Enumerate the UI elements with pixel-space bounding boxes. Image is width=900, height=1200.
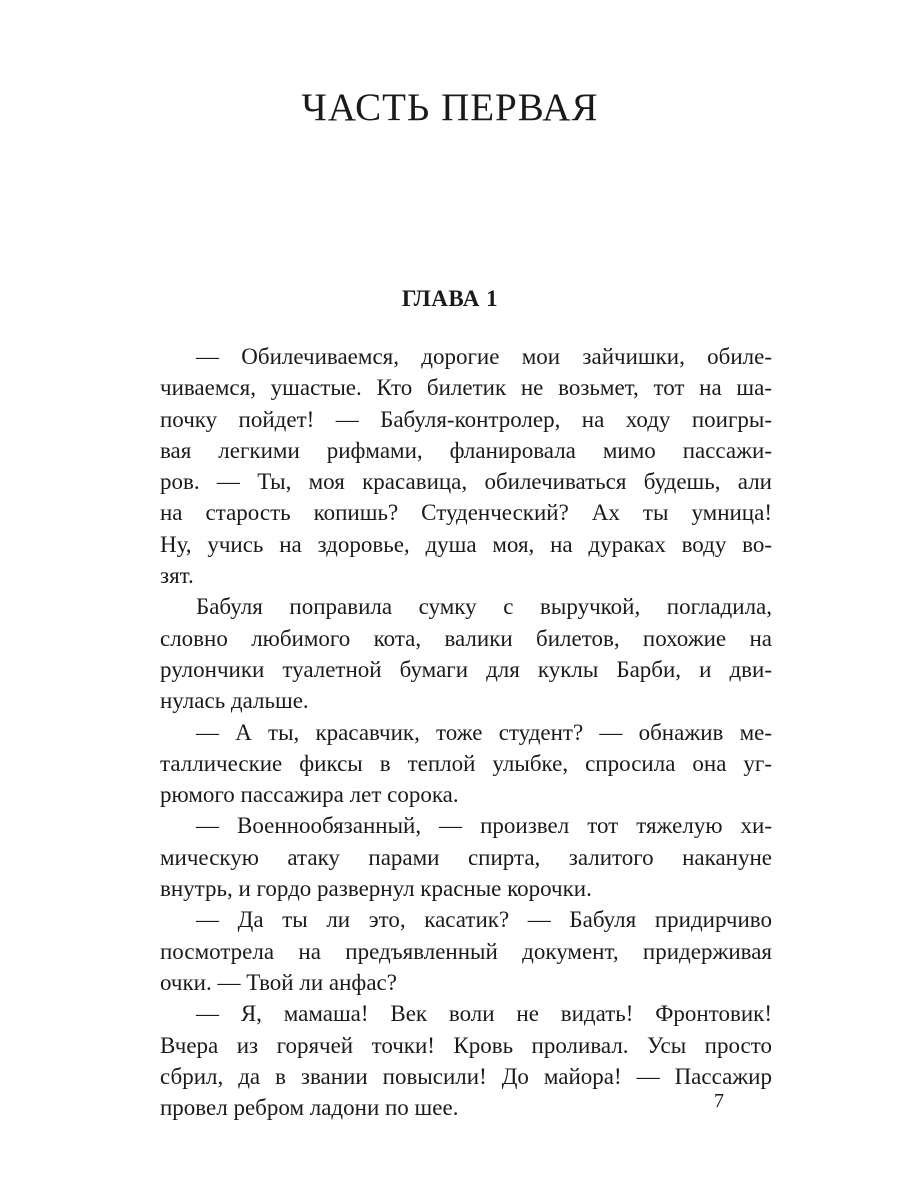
text-line: вая легкими рифмами, фланировала мимо пассажи-: [160, 437, 772, 463]
text-line: сбрил, да в звании повысили! До майора! — Пассажир: [160, 1063, 772, 1089]
text-line: мическую атаку парами спирта, залитого накануне: [160, 844, 772, 870]
text-line: — А ты, красавчик, тоже студент? — обнажив ме-: [196, 719, 772, 745]
text-line: — Обилечиваемся, дорогие мои зайчишки, обиле-: [196, 344, 772, 369]
text-line: нулась дальше.: [160, 688, 309, 714]
text-line: чиваемся, ушастые. Кто билетик не возьмет, тот на ша-: [160, 375, 772, 401]
text-line: Бабуля поправила сумку с выручкой, погладила,: [196, 594, 772, 620]
text-line: рюмого пассажира лет сорока.: [160, 782, 459, 808]
text-line: посмотрела на предъявленный документ, придерживая: [160, 938, 772, 964]
text-line: на старость копишь? Студенческий? Ах ты умница!: [160, 500, 772, 526]
text-line: Ну, учись на здоровье, душа моя, на дураках воду во-: [160, 531, 772, 557]
text-line: таллические фиксы в теплой улыбке, спросила она уг-: [160, 750, 772, 776]
text-line: — Да ты ли это, касатик? — Бабуля придирчиво: [196, 907, 772, 933]
text-line: очки. — Твой ли анфас?: [160, 969, 397, 995]
chapter-title: ГЛАВА 1: [401, 286, 499, 311]
body-text: [160, 341, 772, 1123]
text-line: словно любимого кота, валики билетов, похожие на: [160, 625, 772, 651]
text-line: зят.: [160, 563, 194, 589]
text-line: рулончики туалетной бумаги для куклы Барби, и дви-: [160, 656, 772, 682]
text-line: почку пойдет! — Бабуля-контролер, на ходу поигры-: [160, 406, 772, 432]
text-line: провел ребром ладони по шее.: [160, 1095, 459, 1121]
part-title: ЧАСТЬ ПЕРВАЯ: [301, 86, 599, 129]
text-line: — Я, мамаша! Век воли не видать! Фронтовик!: [196, 1001, 772, 1027]
page-number: 7: [714, 1090, 724, 1112]
text-line: внутрь, и гордо развернул красные корочки.: [160, 876, 592, 902]
text-line: ров. — Ты, моя красавица, обилечиваться будешь, али: [160, 469, 772, 495]
text-line: Вчера из горячей точки! Кровь проливал. Усы просто: [160, 1032, 772, 1058]
text-line: — Военнообязанный, — произвел тот тяжелую хи-: [196, 813, 772, 839]
